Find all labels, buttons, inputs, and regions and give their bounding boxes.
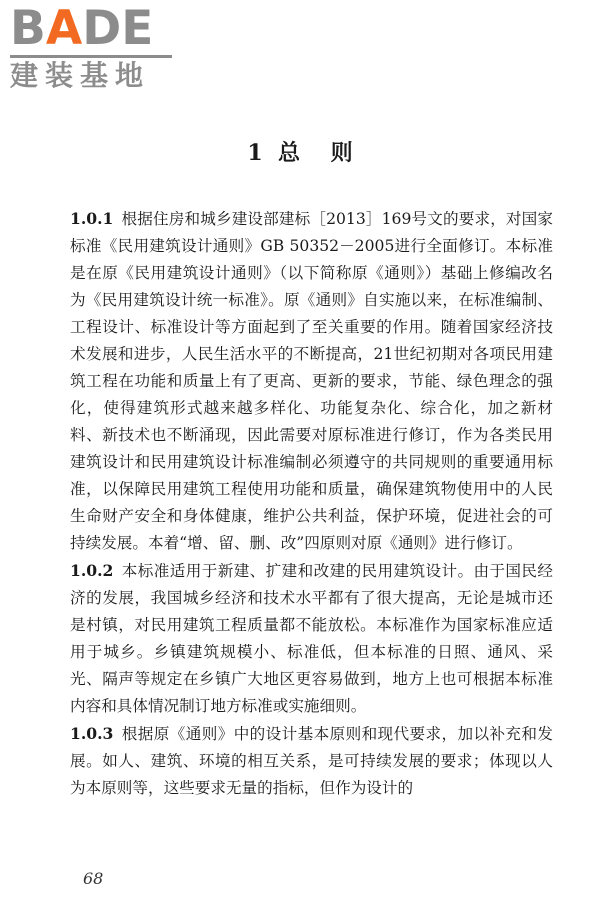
logo-accent-letter: A [45,1,83,56]
logo-chinese-name: 建装基地 [10,59,151,92]
clause-text: 根据住房和城乡建设部建标［2013］169号文的要求，对国家标准《民用建筑设计通则》GB 50352－2005进行全面修订。本标准是在原《民用建筑设计通则》（以下简称原《通则》）基础上修编改名为《民用建筑设计统一标准》。原《通则》自实施以来，在标准编制、工程设计、标准设计等方面起到了至关重要的作用。随着国家经济技术发展和进步，人民生活水平的不断提高，21世纪初期对各项民用建筑工程在功能和质量上有了更高、更新的要求，节能、绿色理念的强化，使得建筑形式越来越多样化、功能复杂化、综合化，加之新材料、新技术也不断涌现，因此需要对原标准进行修订，作为各类民用建筑设计和民用建筑设计标准编制必须遵守的共同规则的重要通用标准，以保障民用建筑工程使用功能和质量，确保建筑物使用中的人民生命财产安全和身体健康，维护公共利益，保护环境，促进社会的可持续发展。本着“增、留、删、改”四原则对原《通则》进行修订。 [70,210,553,552]
clause-1-0-1 [70,205,553,557]
clauses-body [70,205,553,802]
logo-wordmark: BADE [10,1,154,56]
clause-number: 1.0.3 [70,724,114,743]
clause-1-0-2 [70,557,553,720]
chapter-title: 1 总 则 [247,140,353,166]
clause-number: 1.0.2 [70,561,114,580]
page-number: 68 [83,869,104,888]
bade-logo [10,1,180,94]
clause-1-0-3 [70,720,553,802]
clause-text: 本标准适用于新建、扩建和改建的民用建筑设计。由于国民经济的发展，我国城乡经济和技术水平都有了很大提高，无论是城市还是村镇，对民用建筑工程质量都不能放松。本标准作为国家标准应适用于城乡。乡镇建筑规模小、标准低，但本标准的日照、通风、采光、隔声等规定在乡镇广大地区更容易做到，地方上也可根据本标准内容和具体情况制订地方标准或实施细则。 [70,562,553,715]
clause-number: 1.0.1 [70,209,114,228]
clause-text: 根据原《通则》中的设计基本原则和现代要求，加以补充和发展。如人、建筑、环境的相互关系，是可持续发展的要求；体现以人为本原则等，这些要求无量的指标，但作为设计的 [70,725,553,797]
